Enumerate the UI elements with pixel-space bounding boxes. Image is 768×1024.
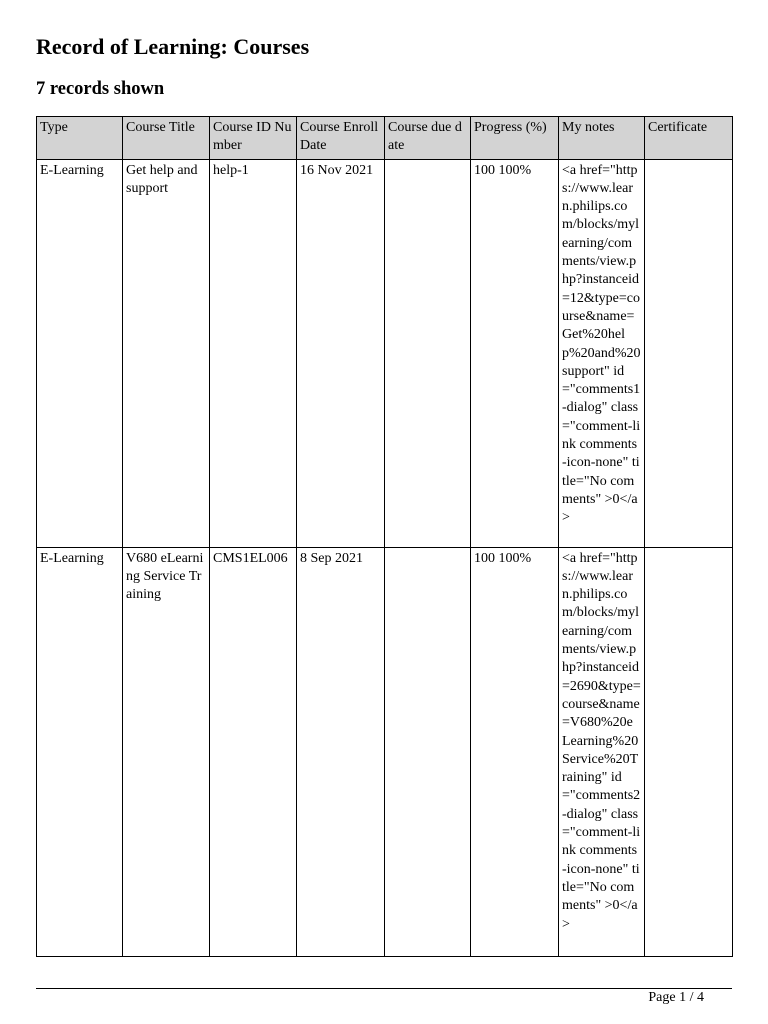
column-header-type: Type [37,117,123,160]
cell-progress: 100 100% [471,159,559,547]
cell-certificate [645,547,733,956]
column-header-course-title: Course Title [123,117,210,160]
cell-course-title[interactable]: Get help and support [123,159,210,547]
table-row [37,159,733,547]
page-title: Record of Learning: Courses [36,34,310,59]
column-header-enroll-date: Course Enroll Date [297,117,385,160]
page-number-label: Page 1 / 4 [648,990,704,1005]
column-header-due-date: Course due date [385,117,471,160]
footer-divider [36,988,732,989]
table-row [37,547,733,956]
column-header-my-notes: My notes [559,117,645,160]
cell-type: E-Learning [37,547,123,956]
courses-table [36,116,733,957]
cell-certificate [645,159,733,547]
cell-progress: 100 100% [471,547,559,956]
cell-course-id: CMS1EL006 [210,547,297,956]
cell-type: E-Learning [37,159,123,547]
table-header-row [37,117,733,160]
cell-my-notes: <a href="https://www.learn.philips.com/blocks/mylearning/comments/view.php?instanceid=2690&type=course&name=V680%20eLearning%20Service%20Training" id="comments2-dialog" class="comment-link comments-icon-none" title="No comments" >0</a> [559,547,645,956]
cell-due-date [385,159,471,547]
cell-course-title[interactable]: V680 eLearning Service Training [123,547,210,956]
cell-enroll-date: 8 Sep 2021 [297,547,385,956]
cell-enroll-date: 16 Nov 2021 [297,159,385,547]
column-header-course-id: Course ID Number [210,117,297,160]
cell-due-date [385,547,471,956]
page-number [0,990,704,1006]
cell-my-notes: <a href="https://www.learn.philips.com/blocks/mylearning/comments/view.php?instanceid=12&type=course&name=Get%20help%20and%20support" id="comments1-dialog" class="comment-link comments-icon-none" title="No comments" >0</a> [559,159,645,547]
records-count: 7 records shown [36,79,165,99]
cell-course-id: help-1 [210,159,297,547]
column-header-certificate: Certificate [645,117,733,160]
column-header-progress: Progress (%) [471,117,559,160]
